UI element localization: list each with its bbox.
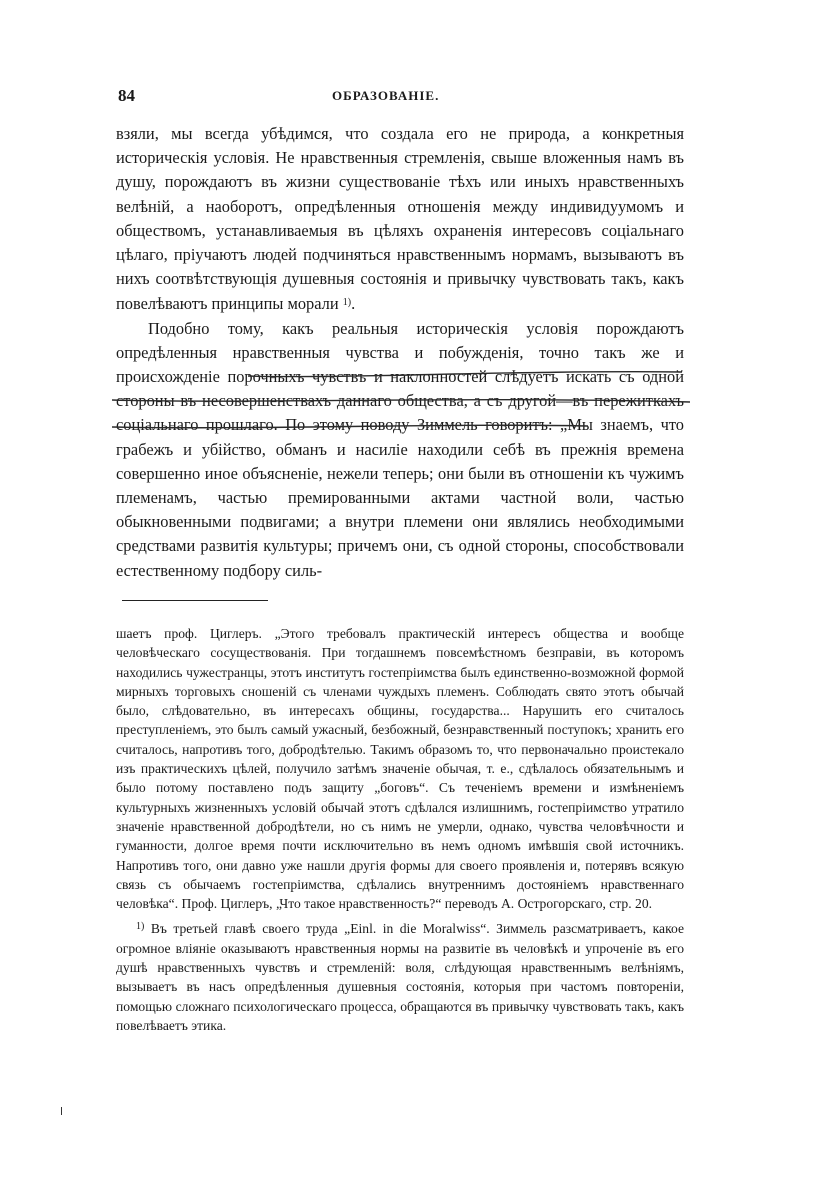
footnote-1-marker: 1) bbox=[136, 921, 145, 933]
footnote-reference: 1) bbox=[342, 297, 352, 309]
footnote-1 bbox=[116, 917, 684, 1035]
footnote-rule bbox=[122, 600, 268, 601]
footnotes bbox=[116, 624, 684, 1035]
page-number: 84 bbox=[118, 86, 135, 105]
paragraph-1 bbox=[116, 122, 684, 317]
margin-mark bbox=[61, 1107, 62, 1115]
paragraph-1-end: . bbox=[351, 294, 356, 314]
footnote-1-text: Въ третьей главѣ своего труда „Einl. in die Moralwiss“. Зиммель разсматриваетъ, какое огромное вліяніе оказываютъ нравственныя нормы на развитіе въ человѣкѣ и упроченіе въ его душѣ нравственныхъ чувствъ и стремленій: воля, слѣдующая нравственнымъ велѣніямъ, вызываетъ въ насъ опредѣленныя душевныя состоянія, которыя при частомъ повтореніи, помощью сложнаго психологическаго процесса, обращаются въ привычку чувствовать такъ, какъ повелѣваетъ этика. bbox=[116, 921, 685, 1033]
main-text bbox=[116, 122, 684, 583]
paragraph-1-text: взяли, мы всегда убѣдимся, что создала его не природа, а конкретныя историческія условія. Не нравственныя стремленія, свыше вложенныя намъ въ душу, порождаютъ въ жизни существованіе тѣхъ или иныхъ нравственныхъ велѣній, а наоборотъ, опредѣленныя отношенія между индивидуумомъ и обществомъ, устанавливаемыя въ цѣляхъ охраненія интересовъ соціальнаго цѣлаго, пріучаютъ людей подчиняться нравственнымъ нормамъ, вызываютъ въ нихъ соотвѣтствующія душевныя состоянія и привычку чувствовать такъ, какъ повелѣваютъ принципы морали bbox=[116, 124, 684, 314]
paragraph-2: Подобно тому, какъ реальныя историческія условія порождаютъ опредѣленныя нравственныя чувства и побужденія, точно такъ же и происхожденіе порочныхъ чувствъ и наклонностей слѣдуетъ искать съ одной стороны въ несовершенствахъ даннаго общества, а съ другой—въ пережиткахъ соціальнаго прошлаго. По этому поводу Зиммель говоритъ: „Мы знаемъ, что грабежъ и убійство, обманъ и насиліе находили себѣ въ прежнія времена совершенно иное объясненіе, нежели теперь; они были въ отношеніи къ чужимъ племенамъ, частью премированными актами частной воли, частью обыкновенными подвигами; а внутри племени они являлись необходимыми средствами развитія культуры; причемъ они, съ одной стороны, способствовали естественному подбору силь- bbox=[116, 318, 684, 580]
footnote-continuation: шаетъ проф. Циглеръ. „Этого требовалъ практическій интересъ общества и вообще человѣческаго сосуществованія. При тогдашнемъ повсемѣстномъ безправіи, въ которомъ находились чужестранцы, этотъ институтъ гостепріимства былъ единственно-возможной формой мирныхъ торговыхъ сношеній съ членами чуждыхъ племенъ. Соблюдать свято этотъ обычай было, слѣдовательно, въ интересахъ общины, государства... Нарушить его считалось преступленіемъ, это былъ самый ужасный, безбожный, безнравственный поступокъ; хранить его считалось, напротивъ того, добродѣтелью. Такимъ образомъ то, что первоначально проистекало изъ практическихъ цѣлей, получило затѣмъ значеніе обычая, т. е., сдѣлалось обязательнымъ и было потому поставлено подъ защиту „боговъ“. Съ теченіемъ времени и измѣненіемъ культурныхъ жизненныхъ условій обычай этотъ сдѣлался излишнимъ, гостепріимство утратило значеніе нравственной добродѣтели, но съ нимъ не умерли, однако, чувства человѣчности и гуманности, долгое время почти исключительно въ немъ одномъ имѣвшія свой источникъ. Напротивъ того, они давно уже нашли другія формы для своего проявленія и, потерявъ всякую связь съ обычаемъ гостепріимства, сдѣлались внутреннимъ достояніемъ нравственнаго человѣка“. Проф. Циглеръ, „Что такое нравственность?“ переводъ А. Острогорскаго, стр. 20. bbox=[116, 626, 684, 912]
running-title: ОБРАЗОВАНІЕ. bbox=[332, 88, 440, 103]
